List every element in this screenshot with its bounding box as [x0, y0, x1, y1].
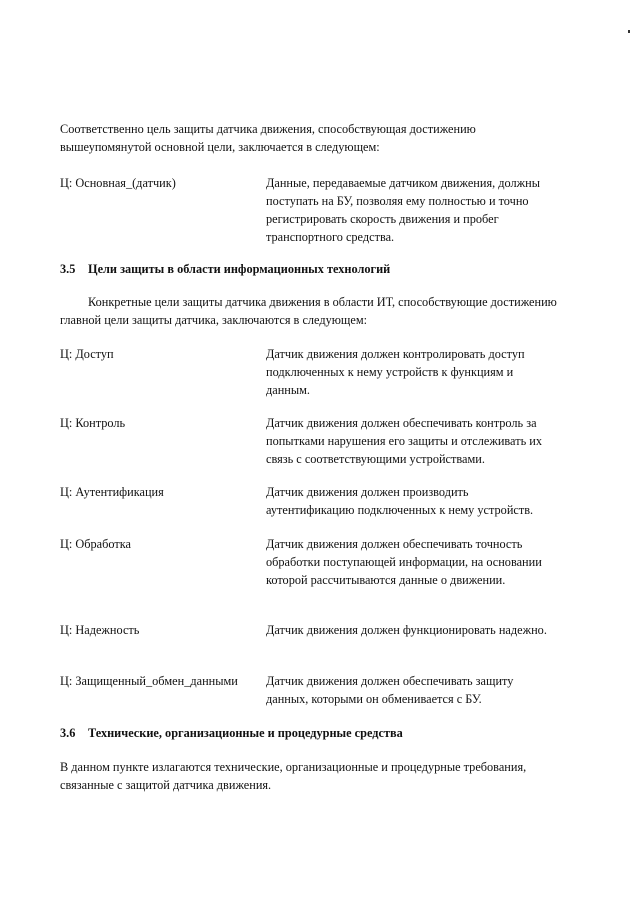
goal-description: Датчик движения должен функционировать надежно.: [266, 623, 547, 637]
section-heading-3-5: [60, 262, 390, 277]
goal-description: Датчик движения должен обеспечивать контроль за попытками нарушения его защиты и отслеживать их связь с соответствующими устройствами.: [266, 416, 542, 466]
scan-mark: [628, 30, 630, 33]
goal-term: Ц: Доступ: [60, 347, 114, 361]
section-number: 3.6: [60, 726, 76, 740]
intro-paragraph: Соответственно цель защиты датчика движения, способствующая достижению вышеупомянутой основной цели, заключается в следующем:: [60, 122, 476, 154]
goal-description: Датчик движения должен контролировать доступ подключенных к нему устройств к функциям и данным.: [266, 347, 525, 397]
goal-description: Датчик движения должен обеспечивать точность обработки поступающей информации, на основании которой рассчитываются данные о движении.: [266, 537, 542, 587]
section-title: Технические, организационные и процедурные средства: [88, 726, 403, 740]
section-heading-3-6: [60, 726, 403, 741]
goal-term: Ц: Защищенный_обмен_данными: [60, 674, 238, 688]
goal-description: Датчик движения должен производить аутентификацию подключенных к нему устройств.: [266, 485, 534, 517]
goal-description: Данные, передаваемые датчиком движения, должны поступать на БУ, позволяя ему полностью и точно регистрировать скорость движения и пробег транспортного средства.: [266, 176, 540, 244]
goal-term: Ц: Основная_(датчик): [60, 176, 176, 190]
goal-description: Датчик движения должен обеспечивать защиту данных, которыми он обменивается с БУ.: [266, 674, 514, 706]
goal-term: Ц: Надежность: [60, 623, 140, 637]
section-3-5-intro: Конкретные цели защиты датчика движения в области ИТ, способствующие достижению главной цели защиты датчика, заключаются в следующем:: [60, 295, 557, 327]
section-3-6-text: В данном пункте излагаются технические, организационные и процедурные требования, связанные с защитой датчика движения.: [60, 760, 527, 792]
goal-term: Ц: Обработка: [60, 537, 131, 551]
goal-term: Ц: Аутентификация: [60, 485, 164, 499]
goal-term: Ц: Контроль: [60, 416, 126, 430]
section-number: 3.5: [60, 262, 76, 276]
section-title: Цели защиты в области информационных технологий: [88, 262, 391, 276]
